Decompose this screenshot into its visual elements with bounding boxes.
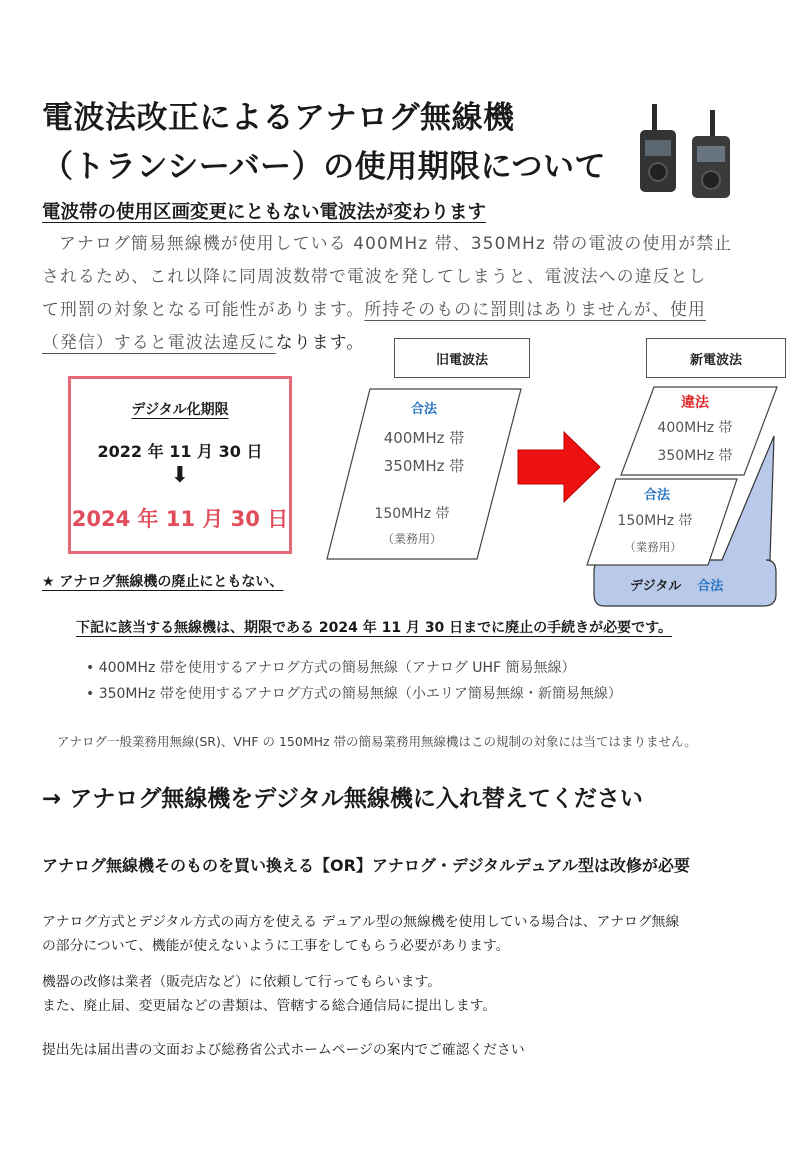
deadline-title-text: デジタル化期限 [131, 402, 229, 418]
digital-text: デジタル [630, 579, 682, 594]
notice-line1 [42, 571, 283, 591]
old-law-status [340, 398, 508, 417]
repair-note-line: 機器の改修は業者（販売店など）に依頼して行ってもらいます。 [42, 974, 442, 990]
submit-note: 提出先は届出書の文面および総務省公式ホームページの案内でご確認ください [42, 1042, 525, 1058]
repair-note [42, 970, 496, 1018]
walkie-talkie-icon [630, 100, 740, 200]
deadline-box [68, 376, 292, 554]
page-title-line2: （トランシーバー）の使用期限について [42, 149, 607, 185]
new-law-band: 150MHz 帯 [617, 513, 693, 529]
old-law-band-note: （業務用） [381, 532, 442, 546]
new-law-illegal-label [640, 392, 750, 412]
dual-note-line: の部分について、機能が使えないように工事をしてもらう必要があります。 [42, 938, 510, 954]
old-law-band: 400MHz 帯 [383, 429, 465, 447]
old-law-status-text: 合法 [410, 402, 437, 417]
bullet-list [86, 655, 622, 707]
list-item: • 400MHz 帯を使用するアナログ方式の簡易無線（アナログ UHF 簡易無線） [86, 660, 576, 676]
old-deadline-date: 2022 年 11 月 30 日 [97, 442, 263, 461]
old-law-bands [340, 424, 508, 480]
intro-text: て刑罰の対象となる可能性があります。 [42, 299, 365, 319]
notice-line2: 下記に該当する無線機は、期限である 2024 年 11 月 30 日までに廃止の手続きが必要です。 [76, 620, 673, 636]
new-deadline-date: 2024 年 11 月 30 日 [71, 507, 289, 531]
options-heading: アナログ無線機そのものを買い換える【OR】アナログ・デジタルデュアル型は改修が必要 [42, 856, 690, 875]
new-law-band: 350MHz 帯 [657, 448, 733, 464]
intro-line [42, 293, 782, 326]
list-item: • 350MHz 帯を使用するアナログ方式の簡易無線（小エリア簡易無線・新簡易無線） [86, 686, 622, 702]
section-subtitle: 電波帯の使用区画変更にともない電波法が変わります [42, 202, 487, 223]
down-arrow-icon: ⬇ [170, 463, 190, 488]
deadline-title [71, 399, 289, 419]
old-law-band: 150MHz 帯 [374, 506, 450, 522]
digital-status-text: 合法 [697, 579, 724, 594]
digital-label [630, 575, 723, 594]
dual-note-line: アナログ方式とデジタル方式の両方を使える デュアル型の無線機を使用している場合は、アナログ無線 [42, 914, 680, 930]
illegal-text: 違法 [681, 395, 709, 411]
intro-line: されるため、これ以降に同周波数帯で電波を発してしまうと、電波法への違反とし [42, 266, 707, 286]
exception-note: アナログ一般業務用無線(SR)、VHF の 150MHz 帯の簡易業務用無線機はこの規制の対象には当てはまりません。 [57, 734, 697, 749]
intro-underlined-text: （発信）すると電波法違反に [42, 332, 276, 352]
new-law-band: 400MHz 帯 [657, 420, 733, 436]
repair-note-line: また、廃止届、変更届などの書類は、管轄する総合通信局に提出します。 [42, 998, 497, 1014]
notice-line1-text: ★ アナログ無線機の廃止にともない、 [42, 574, 284, 590]
dual-note [42, 910, 679, 958]
call-to-action: → アナログ無線機をデジタル無線機に入れ替えてください [42, 786, 643, 812]
old-law-header: 旧電波法 [394, 338, 530, 378]
old-law-band: 350MHz 帯 [383, 457, 465, 475]
new-law-band-note: （業務用） [624, 540, 682, 554]
intro-underlined-text: 所持そのものに罰則はありませんが、使用 [364, 299, 706, 319]
new-law-legal-label [604, 484, 710, 503]
new-law-header: 新電波法 [646, 338, 786, 378]
intro-text: なります。 [275, 332, 365, 352]
intro-line: アナログ簡易無線機が使用している 400MHz 帯、350MHz 帯の電波の使用が禁止 [59, 233, 733, 253]
page-title-line1: 電波法改正によるアナログ無線機 [42, 100, 515, 136]
legal-text: 合法 [643, 488, 670, 503]
